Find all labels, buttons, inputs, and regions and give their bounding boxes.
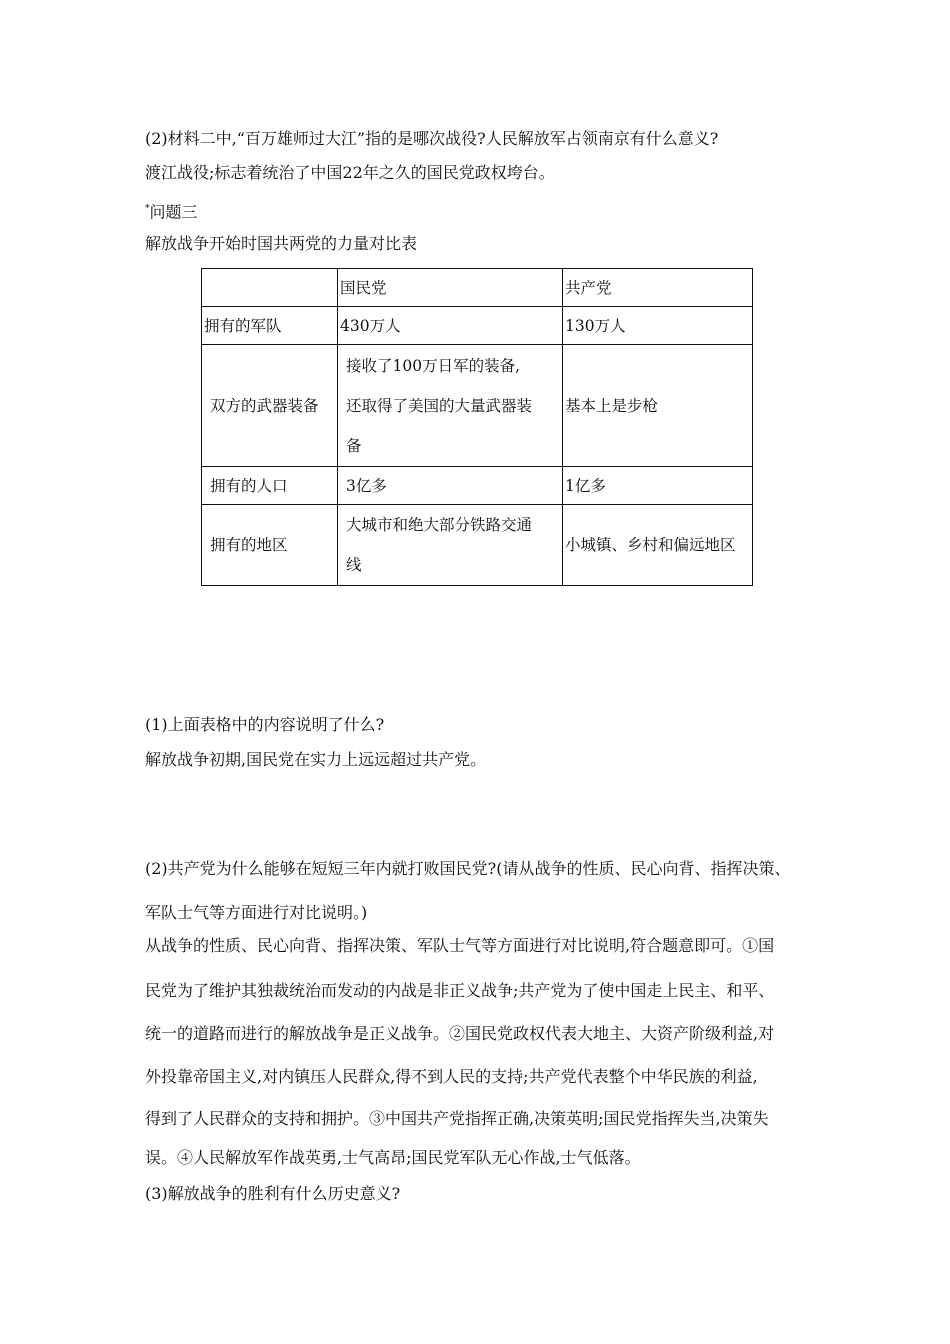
kmt-cell: 3亿多: [338, 467, 563, 505]
answer-text: 外投靠帝国主义,对内镇压人民群众,得不到人民的支持;共产党代表整个中华民族的利益,: [145, 1067, 758, 1086]
answer-text: 渡江战役;标志着统治了中国22年之久的国民党政权垮台。: [145, 163, 555, 182]
question-text: 军队士气等方面进行对比说明。): [145, 903, 368, 922]
kmt-cell: [338, 345, 563, 467]
question-text: (2)共产党为什么能够在短短三年内就打败国民党?(请从战争的性质、民心向背、指挥决策、: [145, 859, 791, 878]
table-row: [202, 505, 753, 586]
row-label: 拥有的地区: [202, 505, 338, 586]
header-cell: 共产党: [563, 269, 753, 307]
section-heading: [145, 198, 198, 223]
cell-line: 还取得了美国的大量武器装: [346, 396, 533, 415]
question-text: (2)材料二中,“百万雄师过大江”指的是哪次战役?人民解放军占领南京有什么意义?: [145, 129, 719, 148]
cell-line: 备: [346, 436, 362, 455]
row-label: 双方的武器装备: [202, 345, 338, 467]
ccp-cell: 小城镇、乡村和偏远地区: [563, 505, 753, 586]
kmt-cell: [338, 505, 563, 586]
table-header-row: [202, 269, 753, 307]
kmt-cell: 430万人: [338, 307, 563, 345]
answer-text: 从战争的性质、民心向背、指挥决策、军队士气等方面进行对比说明,符合题意即可。①国: [145, 936, 775, 955]
answer-text: 统一的道路而进行的解放战争是正义战争。②国民党政权代表大地主、大资产阶级利益,对: [145, 1024, 775, 1043]
cell-line: 线: [346, 556, 362, 574]
answer-text: 误。④人民解放军作战英勇,士气高昂;国民党军队无心作战,士气低落。: [145, 1148, 641, 1167]
header-cell: [202, 269, 338, 307]
cell-line: 接收了100万日军的装备,: [346, 356, 521, 375]
header-cell: 国民党: [338, 269, 563, 307]
answer-text: 得到了人民群众的支持和拥护。③中国共产党指挥正确,决策英明;国民党指挥失当,决策失: [145, 1109, 769, 1128]
answer-text: 民党为了维护其独裁统治而发动的内战是非正义战争;共产党为了使中国走上民主、和平、: [145, 981, 775, 1000]
row-label: 拥有的人口: [202, 467, 338, 505]
table-row: [202, 307, 753, 345]
table-row: [202, 467, 753, 505]
row-label: 拥有的军队: [202, 307, 338, 345]
section-title: 问题三: [149, 202, 198, 222]
question-text: (1)上面表格中的内容说明了什么?: [145, 715, 385, 734]
ccp-cell: 1亿多: [563, 467, 753, 505]
answer-text: 解放战争初期,国民党在实力上远远超过共产党。: [145, 750, 487, 769]
comparison-table: [201, 268, 753, 586]
cell-line: 大城市和绝大部分铁路交通: [346, 516, 533, 534]
table-row: [202, 345, 753, 467]
star-mark: *: [145, 204, 150, 214]
ccp-cell: 130万人: [563, 307, 753, 345]
table-caption: 解放战争开始时国共两党的力量对比表: [145, 234, 418, 253]
ccp-cell: 基本上是步枪: [563, 345, 753, 467]
question-3: (3)解放战争的胜利有什么历史意义?: [145, 1184, 401, 1203]
